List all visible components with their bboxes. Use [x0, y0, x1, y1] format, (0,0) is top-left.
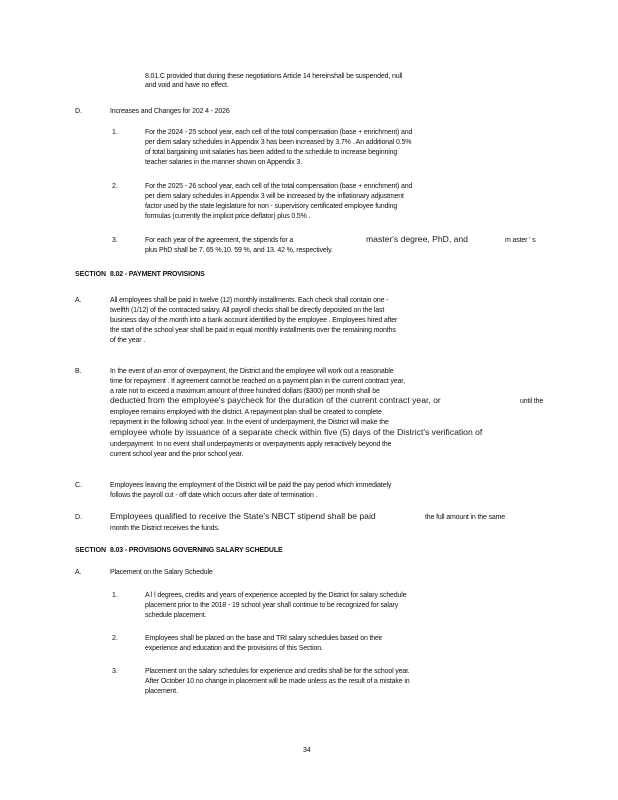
text-line: schedule placement. [145, 612, 207, 619]
text-line: For the 2025 - 26 school year, each cell of the total compensation (base + enrichment) and [145, 183, 413, 190]
section-letter: C. [75, 482, 82, 489]
text-line: A l l degrees, credits and years of experience accepted by the District for salary schedule [145, 592, 407, 599]
text-line: of total bargaining unit salaries has been added to the schedule to increase beginning [145, 149, 398, 156]
text-line: the start of the school year shall be paid in equal monthly installments over the remaining months [110, 327, 396, 334]
item-number: 1. [112, 592, 118, 599]
text-line: 8.01.C provided that during these negotiations Article 14 hereinshall be suspended, null [145, 73, 403, 80]
text-line: underpayment. In no event shall underpayments or overpayments apply retractively beyond the [110, 441, 392, 448]
text-line-large: deducted from the employee's paycheck for the duration of the current contract year, or [110, 395, 441, 405]
section-label: SECTION [75, 547, 107, 554]
text-line: In the event of an error of overpayment, the District and the employee will work out a reasonable [110, 368, 394, 375]
text-line: of the year . [110, 337, 146, 344]
section-letter: B. [75, 368, 82, 375]
text-line: For the 2024 - 25 school year, each cell of the total compensation (base + enrichment) and [145, 129, 413, 136]
text-line-large: master's degree, PhD, and [366, 234, 468, 244]
text-line: business day of the month into a bank account identified by the employee . Employees hired after [110, 317, 398, 324]
text-line: plus PhD shall be 7. 65 %,10. 59 %, and 13. 42 %, respectively. [145, 247, 333, 254]
text-line: After October 10 no change in placement will be made unless as the result of a mistake in [145, 678, 410, 685]
text-line: Employees leaving the employment of the District will be paid the pay period which immediately [110, 482, 392, 489]
subsection-heading: Increases and Changes for 202 4 - 2026 [110, 108, 230, 115]
text-line: a rate not to exceed a maximum amount of three hundred dollars ($300) per month shall be [110, 388, 380, 395]
section-heading: 8.02 - PAYMENT PROVISIONS [110, 271, 205, 278]
text-line-large: Employees qualified to receive the State's NBCT stipend shall be paid [110, 511, 376, 521]
text-line: current school year and the prior school year. [110, 451, 244, 458]
text-line: placement prior to the 2018 - 19 school year shall continue to be recognized for salary [145, 602, 399, 609]
page-number: 34 [303, 747, 311, 754]
text-line-large: employee whole by issuance of a separate check within five (5) days of the District's verification of [110, 427, 483, 437]
text-line: twelfth (1/12) of the contracted salary. All payroll checks shall be directly deposited on the last [110, 307, 385, 314]
section-letter: D. [75, 108, 82, 115]
text-line: All employees shall be paid in twelve (12) monthly installments. Each check shall contain one - [110, 297, 389, 304]
item-number: 2. [112, 635, 118, 642]
section-label: SECTION [75, 271, 107, 278]
text-line: factor used by the state legislature for non - supervisory certificated employee funding [145, 203, 398, 210]
text-line: experience and education and the provisions of this Section. [145, 645, 323, 652]
item-number: 3. [112, 237, 118, 244]
text-line: until the [520, 398, 544, 405]
text-line: For each year of the agreement, the stipends for a [145, 237, 294, 244]
text-line: teacher salaries in the manner shown on Appendix 3. [145, 159, 302, 166]
text-line: formulas (currently the implicit price deflator) plus 0.5% . [145, 213, 311, 220]
text-line: per diem salary schedules in Appendix 3 has been increased by 3.7% . An additional 0.5% [145, 139, 412, 146]
item-number: 3. [112, 668, 118, 675]
subsection-heading: Placement on the Salary Schedule [110, 569, 213, 576]
section-heading: 8.03 - PROVISIONS GOVERNING SALARY SCHEDULE [110, 547, 283, 554]
text-line: month the District receives the funds. [110, 525, 220, 532]
text-line: per diem salary schedules in Appendix 3 will be increased by the inflationary adjustment [145, 193, 404, 200]
text-line: Placement on the salary schedules for experience and credits shall be for the school year. [145, 668, 410, 675]
text-line: follows the payroll cut - off date which occurs after date of termination . [110, 492, 318, 499]
text-line: m aster ' s [505, 237, 536, 244]
text-line: time for repayment . If agreement cannot be reached on a payment plan in the current contract year, [110, 378, 405, 385]
item-number: 1. [112, 129, 118, 136]
text-line: the full amount in the same [425, 514, 505, 521]
text-line: placement. [145, 688, 178, 695]
section-letter: A. [75, 569, 82, 576]
section-letter: D. [75, 514, 82, 521]
text-line: repayment in the following school year. In the event of underpayment, the District will make the [110, 419, 389, 426]
text-line: Employees shall be placed on the base and TRI salary schedules based on their [145, 635, 383, 642]
text-line: and void and have no effect. [145, 82, 229, 89]
item-number: 2. [112, 183, 118, 190]
text-line: employee remains employed with the district. A repayment plan shall be created to complete [110, 409, 382, 416]
section-letter: A. [75, 297, 82, 304]
